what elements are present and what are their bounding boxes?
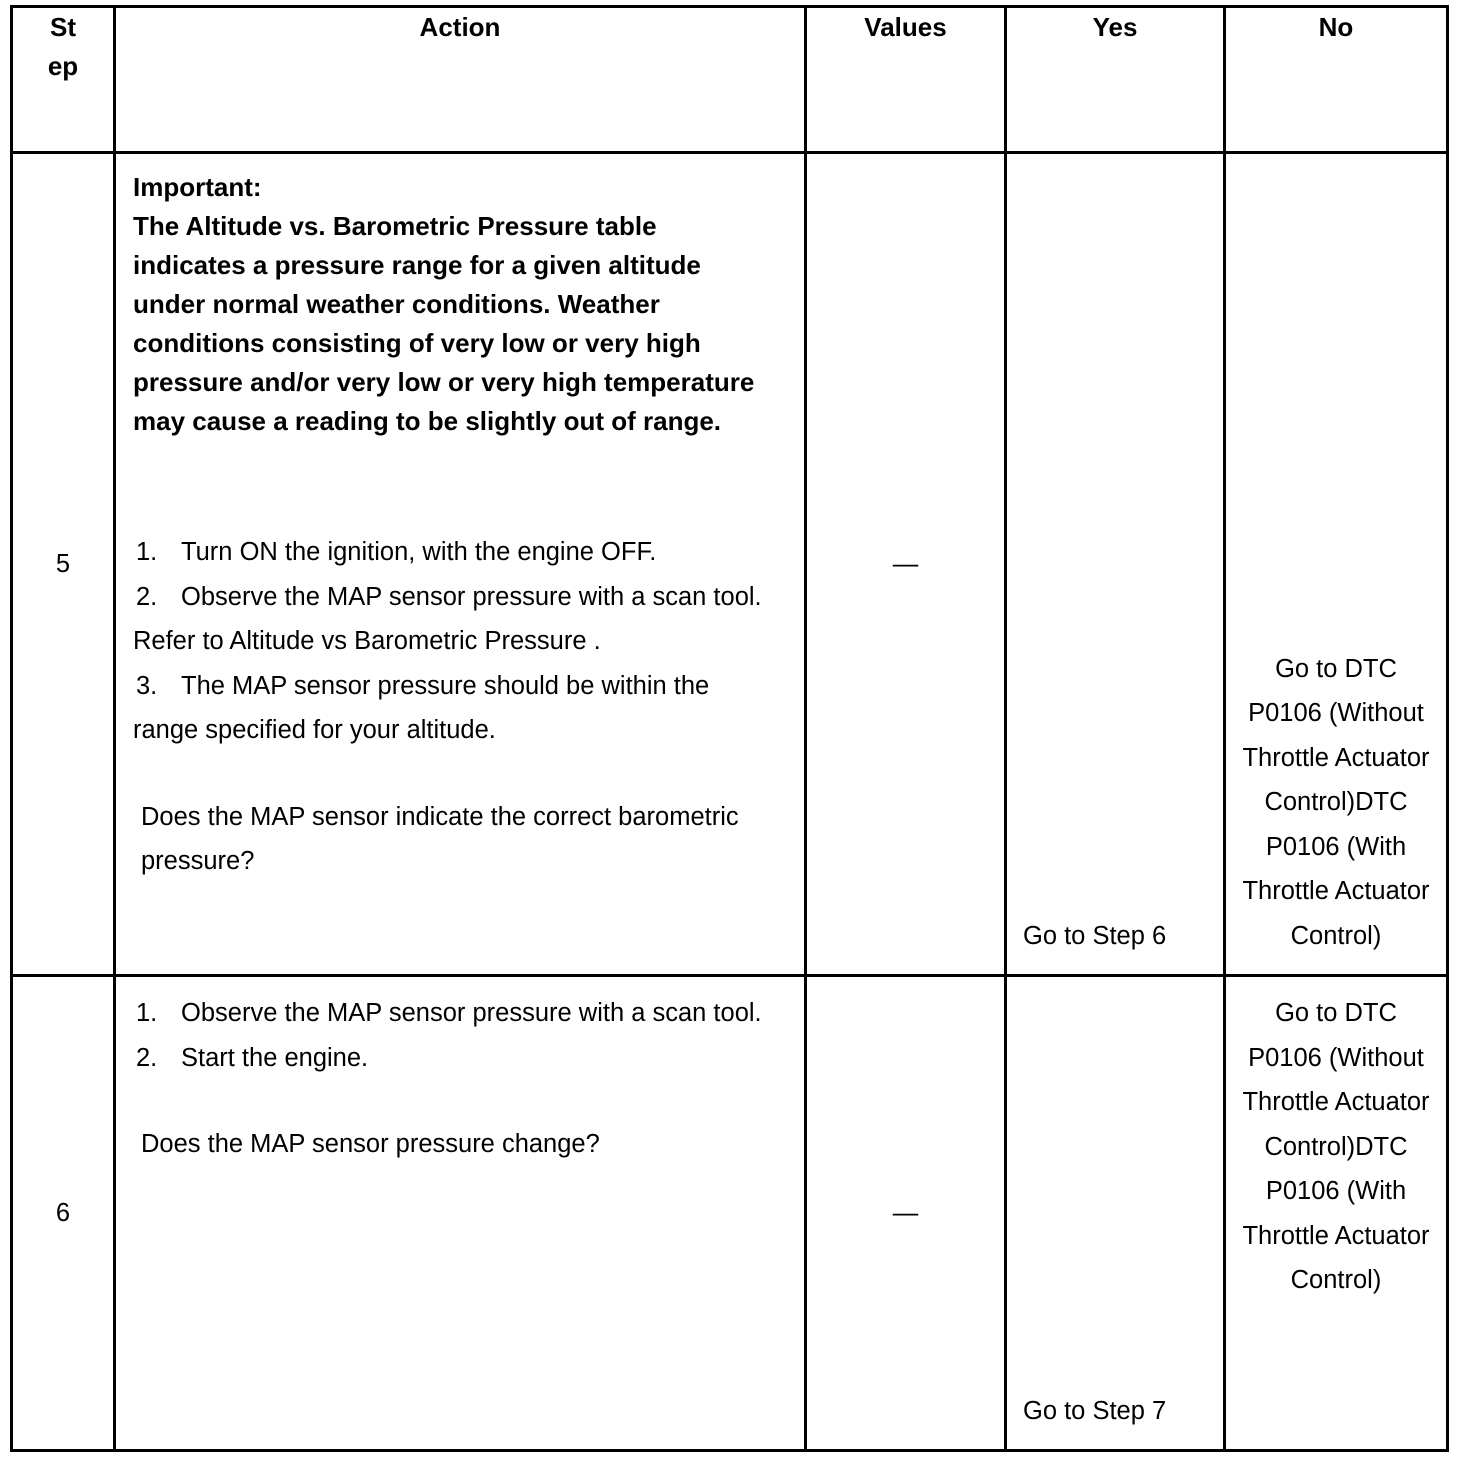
list-item-number: 2. (136, 1043, 158, 1072)
list-item-number: 2. (136, 582, 158, 611)
list-item (133, 664, 764, 753)
question-text: Does the MAP sensor indicate the correct barometric pressure? (141, 802, 739, 875)
header-step-line1: St (50, 12, 76, 42)
action-steps-list (133, 991, 764, 1080)
list-item-text: Observe the MAP sensor pressure with a scan tool. Refer to Altitude vs Barometric Pressure . (133, 582, 762, 655)
header-values: Values (806, 7, 1006, 153)
values-cell: — (806, 976, 1006, 1451)
action-cell (115, 153, 806, 976)
header-no: No (1225, 7, 1448, 153)
diagnostic-table (10, 5, 1449, 1452)
important-title: Important: (133, 172, 262, 202)
list-item (133, 991, 764, 1036)
list-item-text: Turn ON the ignition, with the engine OFF. (181, 538, 657, 566)
table-row (12, 976, 1448, 1451)
yes-cell: Go to Step 7 (1006, 976, 1225, 1451)
header-step-line2: ep (47, 51, 79, 81)
list-item-number: 1. (136, 999, 158, 1027)
list-item (133, 1036, 764, 1081)
header-row (12, 7, 1448, 153)
step-number: 5 (12, 153, 115, 976)
header-yes: Yes (1006, 7, 1225, 153)
action-steps-list (133, 530, 764, 753)
list-item-number: 3. (136, 671, 158, 700)
header-action: Action (115, 7, 806, 153)
step-number: 6 (12, 976, 115, 1451)
yes-cell: Go to Step 6 (1006, 153, 1225, 976)
list-item-text: The MAP sensor pressure should be within the range specified for your altitude. (133, 671, 710, 744)
header-step (12, 7, 115, 153)
table-row (12, 153, 1448, 976)
question-text: Does the MAP sensor pressure change? (141, 1130, 600, 1158)
values-cell: — (806, 153, 1006, 976)
action-cell (115, 976, 806, 1451)
important-text: The Altitude vs. Barometric Pressure table indicates a pressure range for a given altitude under normal weather conditions. Weather conditions consisting of very low or very high pressure and/or very low or very high temperature may cause a reading to be slightly out of range. (133, 211, 755, 436)
list-item (133, 575, 764, 664)
no-cell (1225, 976, 1448, 1451)
no-cell (1225, 153, 1448, 976)
important-note (133, 168, 764, 441)
list-item-number: 1. (136, 538, 158, 566)
list-item-text: Start the engine. (181, 1043, 369, 1072)
no-cell-text: Go to DTC P0106 (Without Throttle Actuator Control)DTC P0106 (With Throttle Actuator Control) (1242, 654, 1430, 950)
list-item (133, 530, 764, 575)
list-item-text: Observe the MAP sensor pressure with a scan tool. (181, 999, 762, 1027)
no-cell-text: Go to DTC P0106 (Without Throttle Actuator Control)DTC P0106 (With Throttle Actuator Control) (1242, 999, 1430, 1294)
